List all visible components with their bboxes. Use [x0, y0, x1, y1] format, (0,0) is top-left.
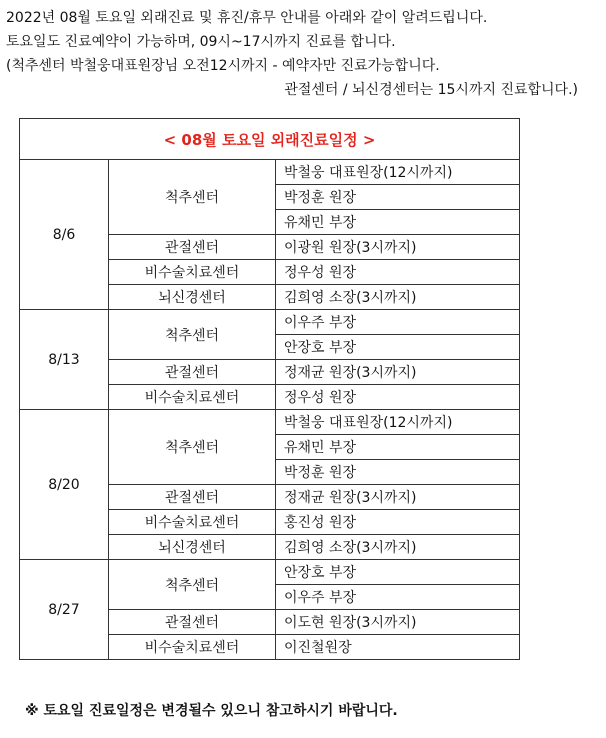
doctor-cell: 정우성 원장: [276, 260, 520, 285]
doctor-cell: 김희영 소장(3시까지): [276, 285, 520, 310]
change-notice: ※ 토요일 진료일정은 변경될수 있으니 참고하시기 바랍니다.: [25, 703, 398, 719]
center-cell: 비수술치료센터: [109, 385, 276, 410]
doctor-cell: 박정훈 원장: [276, 185, 520, 210]
center-cell: 척추센터: [109, 310, 276, 360]
center-cell: 비수술치료센터: [109, 510, 276, 535]
intro-line-4: 관절센터 / 뇌신경센터는 15시까지 진료합니다.): [284, 82, 578, 98]
doctor-cell: 이우주 부장: [276, 585, 520, 610]
doctor-cell: 유채민 부장: [276, 210, 520, 235]
schedule-title: < 08월 토요일 외래진료일정 >: [20, 119, 520, 160]
center-cell: 척추센터: [109, 410, 276, 485]
doctor-cell: 박철웅 대표원장(12시까지): [276, 410, 520, 435]
doctor-cell: 이우주 부장: [276, 310, 520, 335]
center-cell: 관절센터: [109, 610, 276, 635]
table-row: [20, 310, 520, 335]
center-cell: 관절센터: [109, 485, 276, 510]
doctor-cell: 이도현 원장(3시까지): [276, 610, 520, 635]
schedule-title-row: [20, 119, 520, 160]
date-cell: 8/27: [20, 560, 109, 660]
intro-line-2: 토요일도 진료예약이 가능하며, 09시~17시까지 진료를 합니다.: [6, 34, 396, 50]
intro-line-1: 2022년 08월 토요일 외래진료 및 휴진/휴무 안내를 아래와 같이 알려드립니다.: [6, 10, 488, 26]
date-cell: 8/6: [20, 160, 109, 310]
center-cell: 뇌신경센터: [109, 285, 276, 310]
doctor-cell: 이광원 원장(3시까지): [276, 235, 520, 260]
center-cell: 관절센터: [109, 235, 276, 260]
intro-notice: [6, 6, 600, 102]
doctor-cell: 김희영 소장(3시까지): [276, 535, 520, 560]
doctor-cell: 이진철원장: [276, 635, 520, 660]
schedule-body: [20, 119, 520, 660]
doctor-cell: 홍진성 원장: [276, 510, 520, 535]
center-cell: 척추센터: [109, 160, 276, 235]
date-cell: 8/20: [20, 410, 109, 560]
table-row: [20, 410, 520, 435]
doctor-cell: 정우성 원장: [276, 385, 520, 410]
doctor-cell: 박철웅 대표원장(12시까지): [276, 160, 520, 185]
center-cell: 관절센터: [109, 360, 276, 385]
doctor-cell: 안장호 부장: [276, 560, 520, 585]
doctor-cell: 안장호 부장: [276, 335, 520, 360]
intro-line-3: (척추센터 박철웅대표원장님 오전12시까지 - 예약자만 진료가능합니다.: [6, 58, 440, 74]
doctor-cell: 정재균 원장(3시까지): [276, 485, 520, 510]
doctor-cell: 박정훈 원장: [276, 460, 520, 485]
center-cell: 비수술치료센터: [109, 260, 276, 285]
center-cell: 뇌신경센터: [109, 535, 276, 560]
doctor-cell: 정재균 원장(3시까지): [276, 360, 520, 385]
date-cell: 8/13: [20, 310, 109, 410]
doctor-cell: 유채민 부장: [276, 435, 520, 460]
schedule-table: [19, 118, 520, 660]
table-row: [20, 560, 520, 585]
center-cell: 척추센터: [109, 560, 276, 610]
table-row: [20, 160, 520, 185]
center-cell: 비수술치료센터: [109, 635, 276, 660]
